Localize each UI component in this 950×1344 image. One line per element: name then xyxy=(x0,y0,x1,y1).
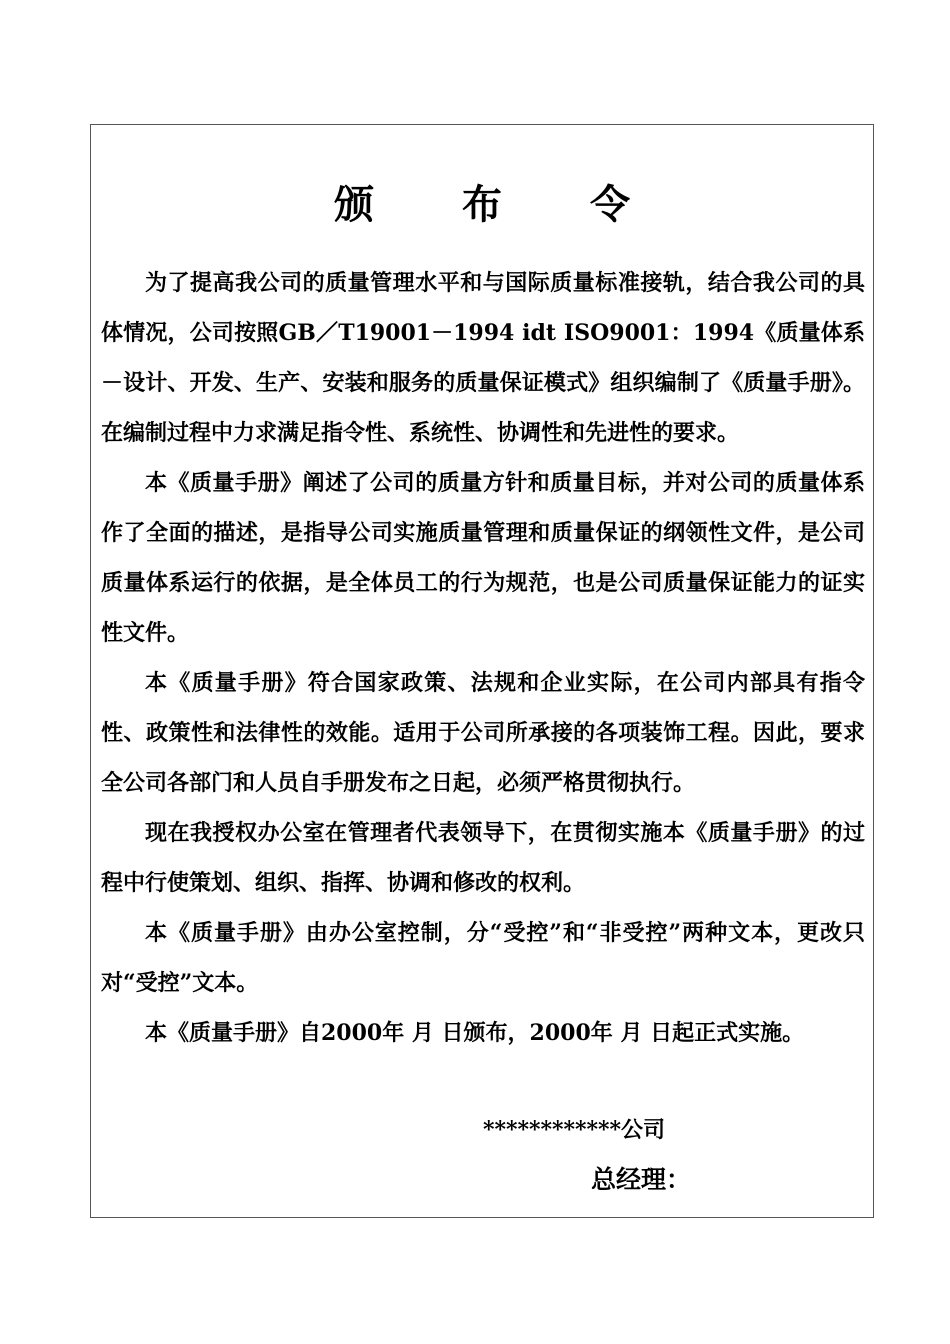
title-char-3: 令 xyxy=(590,182,630,228)
company-name: ************公司 xyxy=(483,1117,666,1143)
document-title xyxy=(91,177,873,233)
paragraph-4: 现在我授权办公室在管理者代表领导下，在贯彻实施本《质量手册》的过程中行使策划、组织、指挥、协调和修改的权利。 xyxy=(101,820,865,896)
paragraph-2: 本《质量手册》阐述了公司的质量方针和质量目标，并对公司的质量体系作了全面的描述，是指导公司实施质量管理和质量保证的纲领性文件，是公司质量体系运行的依据，是全体员工的行为规范，也是公司质量保证能力的证实性文件。 xyxy=(101,470,865,646)
title-char-1: 颁 xyxy=(334,182,374,228)
manager-label: 总经理： xyxy=(591,1165,692,1194)
document-body xyxy=(101,258,865,1058)
document-frame xyxy=(90,124,874,1218)
paragraph-6: 本《质量手册》自2000年 月 日颁布，2000年 月 日起正式实施。 xyxy=(145,1020,805,1046)
title-char-2: 布 xyxy=(462,182,502,228)
paragraph-5: 本《质量手册》由办公室控制，分“受控”和“非受控”两种文本，更改只对“受控”文本。 xyxy=(101,920,865,996)
paragraph-1: 为了提高我公司的质量管理水平和与国际质量标准接轨，结合我公司的具体情况，公司按照GB／T19001－1994 idt ISO9001：1994《质量体系－设计、开发、生产、安装和服务的质量保证模式》组织编制了《质量手册》。在编制过程中力求满足指令性、系统性、协调性和先进性的要求。 xyxy=(101,270,865,446)
paragraph-3: 本《质量手册》符合国家政策、法规和企业实际，在公司内部具有指令性、政策性和法律性的效能。适用于公司所承接的各项装饰工程。因此，要求全公司各部门和人员自手册发布之日起，必须严格贯彻执行。 xyxy=(101,670,865,796)
